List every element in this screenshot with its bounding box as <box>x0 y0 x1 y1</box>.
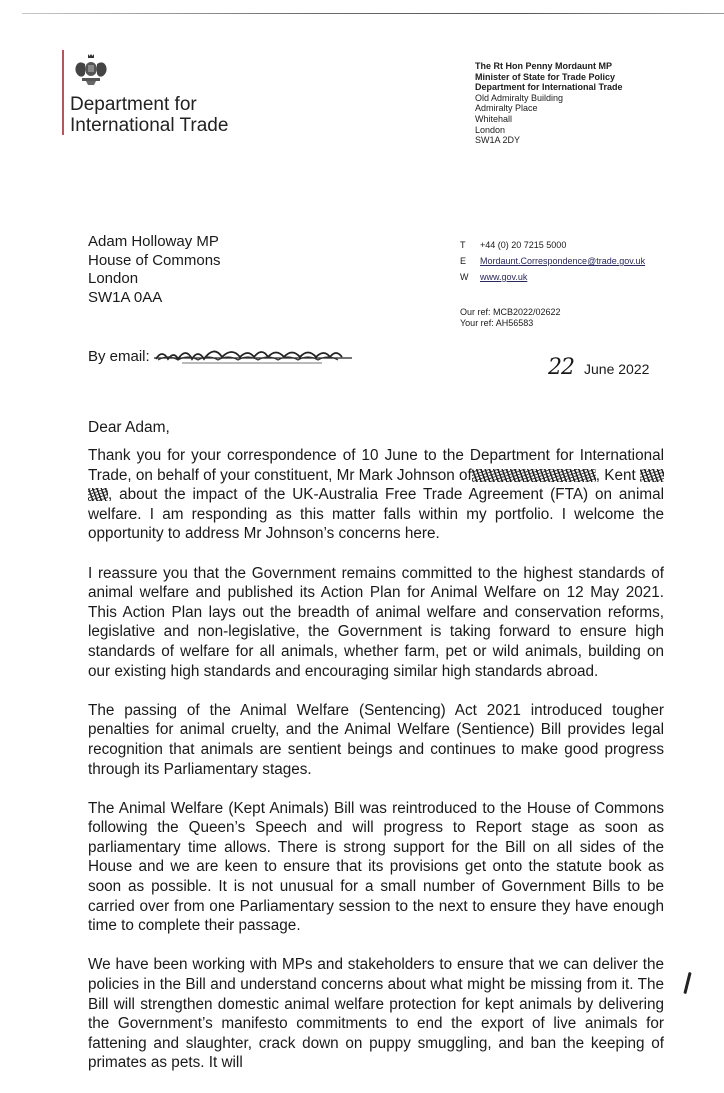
web-row <box>460 269 645 285</box>
date-month-year: June 2022 <box>584 361 650 377</box>
phone-row <box>460 237 645 253</box>
royal-coat-of-arms-icon <box>72 52 110 86</box>
phone-number: +44 (0) 20 7215 5000 <box>480 240 567 250</box>
recipient-line: London <box>88 270 139 287</box>
sender-address-line: SW1A 2DY <box>475 135 521 146</box>
paragraph-text: Thank you for your correspondence of 10 June to the Department for International Trade, on behalf of your constituent, Mr Mark Johnson of <box>88 447 664 484</box>
recipient-line: House of Commons <box>88 251 221 269</box>
contact-details <box>460 237 645 285</box>
brand-bar <box>62 50 64 135</box>
sender-department: Department for International Trade <box>475 82 623 93</box>
paragraph-text: , about the impact of the UK-Australia Free Trade Agreement (FTA) on animal welfare. I am responding as this matter falls within my portfolio. I welcome the opportunity to address Mr Johnson’s concerns here. <box>88 486 664 543</box>
department-name <box>70 94 228 136</box>
letter-body <box>88 446 664 1093</box>
paragraph-5: We have been working with MPs and stakeholders to ensure that we can deliver the policies in the Bill and understand concerns about what might be missing from it. The Bill will strengthen domestic animal welfare protection for kept animals by delivering the Government’s manifesto commitments to end the export of live animals for fattening and slaughter, crack down on puppy smuggling, and ban the keeping of primates as pets. It will <box>88 956 664 1072</box>
email-link[interactable]: Mordaunt.Correspondence@trade.gov.uk <box>480 256 646 266</box>
department-name-line1: Department for <box>70 94 197 115</box>
paragraph-3: The passing of the Animal Welfare (Sentencing) Act 2021 introduced tougher penalties for animal cruelty, and the Animal Welfare (Sentience) Bill provides legal recognition that animals are sentient beings and continues to make good progress through its Parliamentary stages. <box>88 701 664 778</box>
paragraph-4: The Animal Welfare (Kept Animals) Bill was reintroduced to the House of Commons following the Queen’s Speech and will progress to Report stage as soon as parliamentary time allows. There is strong support for the Bill on all sides of the House and we are keen to ensure that its provisions get onto the statute book as soon as possible. It is not unusual for a small number of Government Bills to be carried over from one Parliamentary session to the next to ensure they have enough time to complete their passage. <box>88 799 664 935</box>
redacted-postcode <box>640 469 664 482</box>
website-link[interactable]: www.gov.uk <box>480 272 528 282</box>
email-label: E <box>460 256 467 266</box>
paragraph-1 <box>88 446 664 544</box>
web-label: W <box>460 272 469 282</box>
scan-top-rule <box>22 13 724 14</box>
paragraph-text: , Kent <box>595 466 636 484</box>
sender-block <box>475 61 623 146</box>
date-day-handwritten: 22 <box>548 355 574 380</box>
delivery-method <box>88 347 357 365</box>
by-email-label: By email: <box>88 347 150 365</box>
references <box>460 307 561 329</box>
sender-title: Minister of State for Trade Policy <box>475 71 616 82</box>
handwritten-page-number <box>683 972 691 994</box>
redacted-email-scribble <box>152 347 357 365</box>
email-row <box>460 253 645 269</box>
sender-address-line: Old Admiralty Building <box>475 92 564 103</box>
recipient-line: Adam Holloway MP <box>88 233 219 250</box>
sender-address-line: London <box>475 124 506 135</box>
our-ref: Our ref: MCB2022/02622 <box>460 307 561 317</box>
sender-name: The Rt Hon Penny Mordaunt MP <box>475 61 612 71</box>
redacted-postcode-cont <box>88 488 108 501</box>
salutation: Dear Adam, <box>88 419 170 436</box>
department-name-line2: International Trade <box>70 115 229 136</box>
sender-address-line: Admiralty Place <box>475 103 538 114</box>
your-ref: Your ref: AH56583 <box>460 318 534 328</box>
recipient-address <box>88 233 221 307</box>
redacted-street-address <box>472 469 596 482</box>
sender-address-line: Whitehall <box>475 113 513 124</box>
paragraph-2: I reassure you that the Government remains committed to the highest standards of animal welfare and published its Action Plan for Animal Welfare on 12 May 2021. This Action Plan lays out the breadth of animal welfare and conservation reforms, legislative and non-legislative, the Government is taking forward to ensure high standards of welfare for all animals, whether farm, pet or wild animals, building on our existing high standards and encouraging similar high standards abroad. <box>88 564 664 680</box>
letter-date <box>548 355 649 380</box>
recipient-line: SW1A 0AA <box>88 288 163 306</box>
phone-label: T <box>460 240 466 250</box>
